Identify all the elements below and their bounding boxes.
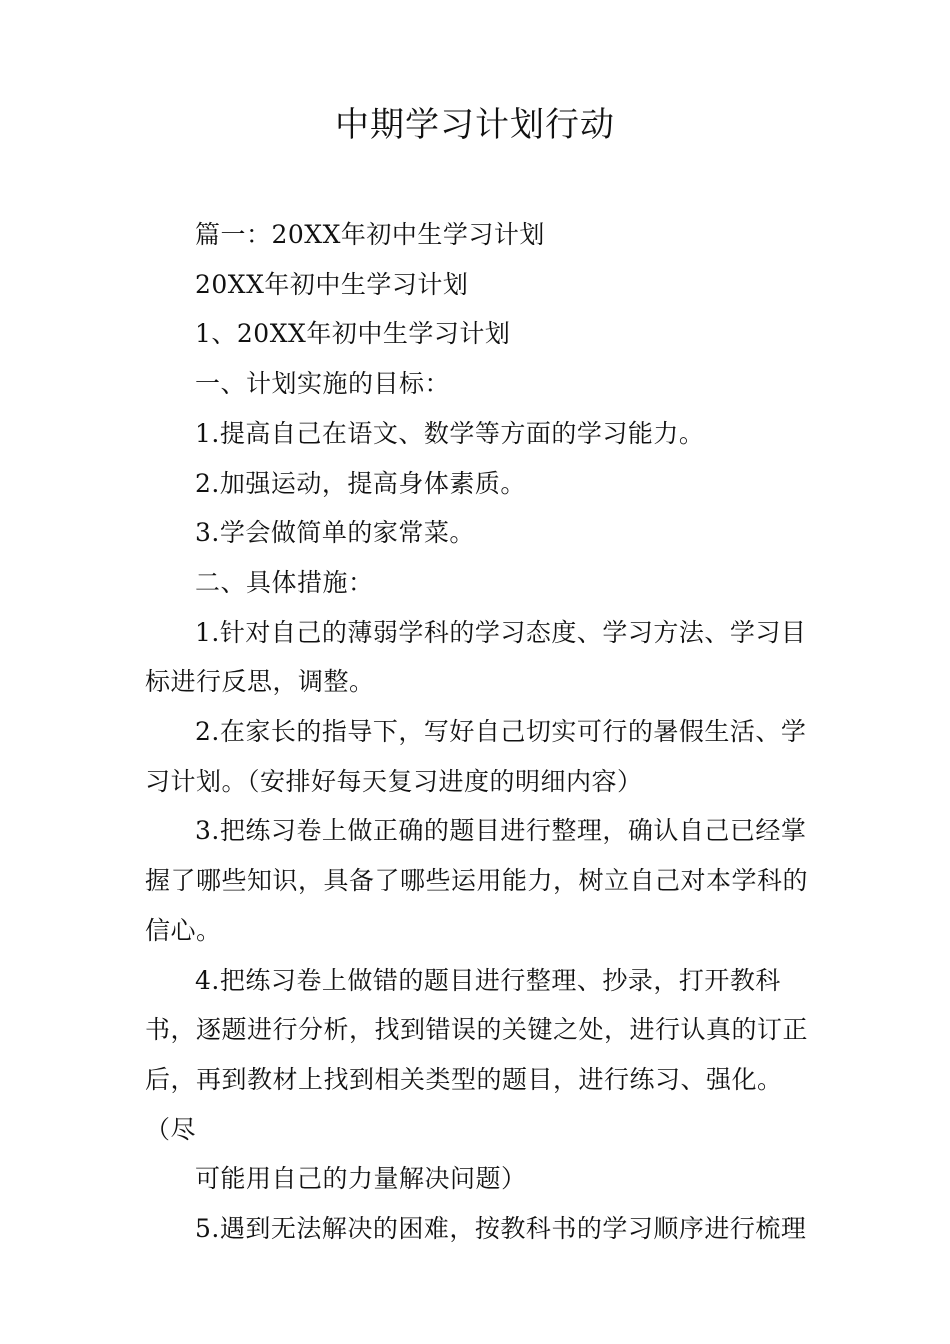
paragraph: 3.学会做简单的家常菜。 xyxy=(195,518,475,548)
paragraph: 一、计划实施的目标： xyxy=(195,369,451,399)
paragraph: 1.提高自己在语文、数学等方面的学习能力。 xyxy=(195,418,705,448)
paragraph: 2.在家长的指导下，写好自己切实可行的暑假生活、学习计划。（安排好每天复习进度的明细内容） xyxy=(145,717,807,796)
paragraph: 3.把练习卷上做正确的题目进行整理，确认自己已经掌握了哪些知识，具备了哪些运用能力，树立自己对本学科的信心。 xyxy=(145,816,809,945)
paragraph: 篇一：20XX年初中生学习计划 xyxy=(195,220,545,249)
paragraph: 20XX年初中生学习计划 xyxy=(195,269,469,299)
document-title: 中期学习计划行动 xyxy=(335,105,615,145)
paragraph: 2.加强运动，提高身体素质。 xyxy=(195,468,526,498)
paragraph: 1.针对自己的薄弱学科的学习态度、学习方法、学习目标进行反思，调整。 xyxy=(145,617,807,697)
paragraph: 二、具体措施： xyxy=(195,567,374,597)
paragraph: 4.把练习卷上做错的题目进行整理、抄录，打开教科书，逐题进行分析，找到错误的关键之处，进行认真的订正后，再到教材上找到相关类型的题目，进行练习、强化。（尽 xyxy=(145,965,809,1144)
paragraph: 5.遇到无法解决的困难，按教科书的学习顺序进行梳理 xyxy=(195,1214,807,1244)
paragraph: 1、20XX年初中生学习计划 xyxy=(195,319,511,349)
document-body xyxy=(145,210,810,1254)
paragraph: 可能用自己的力量解决问题） xyxy=(195,1164,527,1194)
